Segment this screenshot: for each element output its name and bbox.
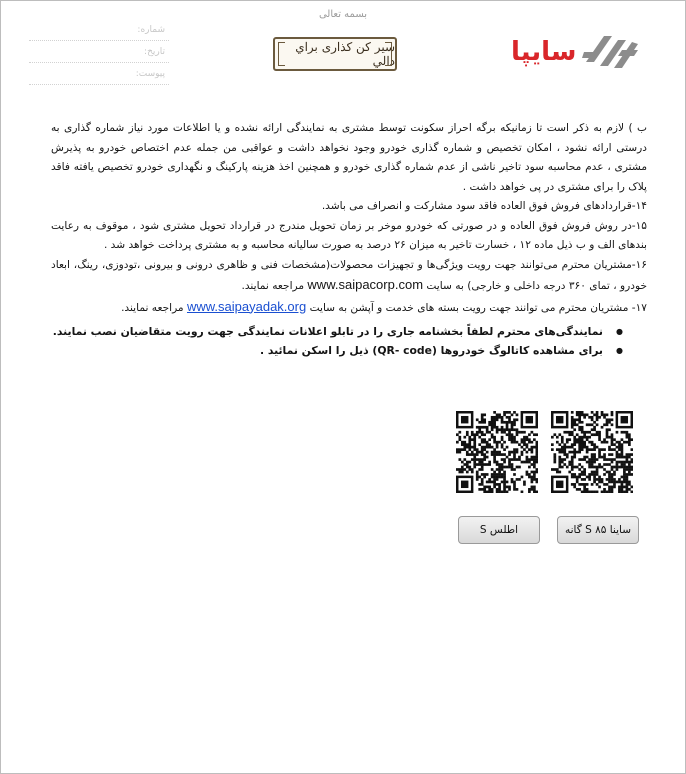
calligraphy-stamp-text: سیر کن کذاری براي دالي — [295, 40, 395, 68]
saina-s-button[interactable]: ساینا S ۸۵ گانه — [557, 516, 639, 544]
saipa-emblem-icon — [582, 32, 640, 72]
item-17-tail: مراجعه نمایند. — [121, 301, 184, 314]
item-16-text: ۱۶-مشتریان محترم می‌توانند جهت رویت ویژگی‌ها و تجهیزات محصولات(مشخصات فنی و ظاهری درونی و بیرونی ،تودوزی، رینگ، ابعاد خودرو ، تمای ۳۶۰ درجه داخلی و خارجی) به سایت — [51, 258, 647, 292]
item-16-tail: مراجعه نمایند. — [241, 280, 305, 292]
qr-code-left[interactable] — [456, 411, 538, 493]
item-16 — [51, 256, 647, 297]
saipayadak-link[interactable]: www.saipayadak.org — [186, 298, 307, 314]
letter-body — [51, 119, 647, 360]
saipacorp-link[interactable]: www.saipacorp.com — [307, 277, 424, 292]
item-15: ۱۵-در روش فروش فوق العاده و در صورتی که خودرو موخر بر زمان تحویل مندرج در قرارداد تحویل مشتری شود ، موقوف به رعایت بندهای الف و ب ذیل ماده ۱۲ ، خسارت تاخیر به میزان ۲۶ درصد به صورت سالیانه محاسبه و به مشتری پرداخت خواهد شد . — [51, 219, 647, 251]
bullet-qr-catalog: ● برای مشاهده کاتالوگ خودروها (QR- code) ذیل را اسکن نمائید . — [51, 341, 623, 360]
qr-code-left-icon — [456, 411, 538, 493]
paragraph-b: ب ) لازم به ذکر است تا زمانیکه برگه احراز سکونت توسط مشتری به نمایندگی ارائه نشده و یا اطلاعات مورد نیاز شماره گذاری به درستی ارائه نشود ، امکان تخصیص و شماره گذاری خودرو وجود نخواهد داشت و عواقبی من جمله عدم اختصاص خودرو به پذیرش مشتری ، عدم محاسبه سود تاخیر ناشی از عدم شماره گذاری خودرو و همچنین اخذ هزینه پارکینگ و نگهداری خودرو تخصیص یافته فاقد پلاک را برای مشتری در پی خواهد داشت . — [51, 122, 647, 193]
saipa-logo-text: سایپا — [511, 37, 577, 67]
attachment-field-label: پیوست: — [29, 63, 169, 85]
saipa-logo — [511, 27, 661, 77]
number-field-label: شماره: — [29, 19, 169, 41]
item-17-text: ۱۷- مشتریان محترم می توانند جهت رویت بسته های خدمت و آپشن به سایت — [309, 301, 647, 314]
date-field-label: تاریخ: — [29, 41, 169, 63]
qr-code-right[interactable] — [551, 411, 633, 493]
bismillah-header: بسمه تعالی — [318, 9, 368, 20]
notice-bullets — [51, 322, 647, 360]
letter-meta-fields — [29, 19, 169, 85]
item-17 — [51, 297, 647, 319]
atlas-s-button[interactable]: اطلس S — [458, 516, 540, 544]
calligraphy-stamp — [273, 37, 397, 71]
bullet-notice-board: ● نمایندگی‌های محترم لطفاً بخشنامه جاری را در تابلو اعلانات نمایندگی جهت رویت متقاضیان نصب نمایند. — [51, 322, 623, 341]
qr-code-right-icon — [551, 411, 633, 493]
item-14: ۱۴-قراردادهای فروش فوق العاده فاقد سود مشارکت و انصراف می باشد. — [321, 200, 647, 212]
